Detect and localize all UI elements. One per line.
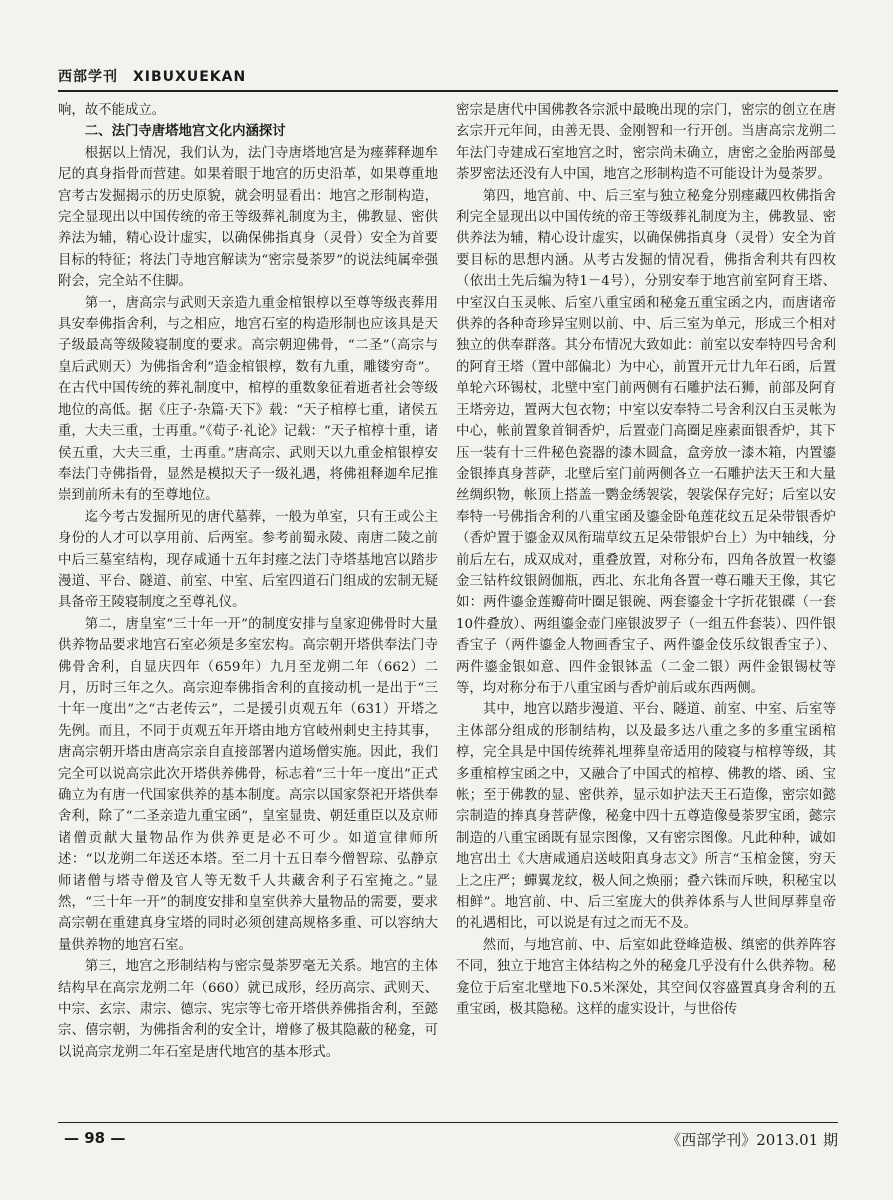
section-heading: 二、法门寺唐塔地宫文化内涵探讨 xyxy=(84,123,286,140)
paragraph: 第三，地宫之形制结构与密宗曼荼罗毫无关系。地宫的主体结构早在高宗龙朔二年（660）就已成形，经历高宗、武则天、中宗、玄宗、肃宗、德宗、宪宗等七帝开塔供养佛指舍利，至懿宗、僖宗朝，为佛指舍利的安全计，增修了极其隐蔽的秘龛，可以说高宗龙朔二年石室是唐代地宫的基本形式。 xyxy=(58,959,438,1060)
page-number: — 98 — xyxy=(64,1129,126,1147)
article-body xyxy=(58,100,838,1120)
paragraph: 然而，与地宫前、中、后室如此登峰造极、缜密的供养阵容不同，独立于地宫主体结构之外的秘龛几乎没有什么供养物。秘龛位于后室北壁地下0.5米深处，其空间仅容盛置真身舍利的五重宝函，极其隐秘。这样的虚实设计，与世俗传 xyxy=(456,937,836,1018)
paragraph-continued: 密宗是唐代中国佛教各宗派中最晚出现的宗门，密宗的创立在唐玄宗开元年间，由善无畏、金刚智和一行开创。当唐高宗龙朔二年法门寺建成石室地宫之时，密宗尚未确立，唐密之金胎两部曼荼罗密法还没有人中国，地宫之形制构造不可能设计为曼荼罗。 xyxy=(456,103,836,183)
paragraph: 迄今考古发掘所见的唐代墓葬，一般为单室，只有王或公主身份的人才可以享用前、后两室。参考前蜀永陵、南唐二陵之前中后三墓室结构，现存咸通十五年封瘗之法门寺塔基地宫以踏步漫道、平台、隧道、前室、中室、后室四道石门组成的宏制无疑具备帝王陵寝制度之至尊礼仪。 xyxy=(58,509,438,611)
paragraph: 第一，唐高宗与武则天亲造九重金棺银椁以至尊等级丧葬用具安奉佛指舍利，与之相应，地宫石室的构造形制也应该具是天子级最高等级陵寝制度的要求。高宗朝迎佛骨，“二圣”（高宗与皇后武则天）为佛指舍利“造金棺银椁，数有九重，雕镂穷奇”。在古代中国传统的葬礼制度中，棺椁的重数象征着逝者社会等级地位的高低。据《庄子·杂篇·天下》载：“天子棺椁七重，诸侯五重，大夫三重，士再重。”《荀子·礼论》记载：“天子棺椁十重，诸侯五重，大夫三重，士再重。”唐高宗、武则天以九重金棺银椁安奉法门寺佛指骨，显然是模拟天子一级礼遇，将佛祖释迦牟尼推崇到前所未有的至尊地位。 xyxy=(58,295,438,504)
page-footer xyxy=(58,1122,838,1153)
paragraph-continued: 响，故不能成立。 xyxy=(58,103,166,118)
issue-label: 《西部学刊》2013.01 期 xyxy=(666,1131,838,1149)
running-header xyxy=(58,64,838,92)
left-column xyxy=(58,100,438,1120)
paragraph: 第四，地宫前、中、后三室与独立秘龛分别瘗藏四枚佛指舍利完全显现出以中国传统的帝王等级葬礼制度为主，佛教显、密供养法为辅，精心设计虚实，以确保佛指真身（灵骨）安全为首要目标的思想内涵。从考古发掘的情况看，佛指舍利共有四枚（依出土先后编为特1－4号），分别安奉于地宫前室阿育王塔、中室汉白玉灵帐、后室八重宝函和秘龛五重宝函之内，而唐诸帝供养的各种奇珍异宝则以前、中、后三室为单元，形成三个相对独立的供奉群落。其分布情况大致如此：前室以安奉特四号舍利的阿育王塔（置中部偏北）为中心，前置开元廿九年石函，后置单轮六环锡杖，北壁中室门前两侧有石雕护法石狮，前部及阿育王塔旁边，置两大包衣物；中室以安奉特二号舍利汉白玉灵帐为中心，帐前置象首铜香炉，后置壶门高圈足座素面银香炉，其下压一装有十三件秘色瓷器的漆木圆盒，盒旁放一漆木箱，内置鎏金银捧真身菩萨，北壁后室门前两侧各立一石雕护法天王和大量丝绸织物，帐顶上搭盖一鹦金绣袈裟，袈裟保存完好；后室以安奉特一号佛指舍利的八重宝函及鎏金卧龟莲花纹五足朵带银香炉（香炉置于鎏金双凤衔瑞草纹五足朵带银炉台上）为中轴线，分前后左右，成双成对，重叠放置，对称分布，四角各放置一枚鎏金三钴杵纹银阏伽瓶，西北、东北角各置一尊石雕天王像，其它如：两件鎏金莲瓣荷叶圈足银碗、两套鎏金十字折花银碟（一套10件叠放）、两组鎏金壶门座银波罗子（一组五件套装）、四件银香宝子（两件鎏金人物画香宝子、两件鎏金伎乐纹银香宝子）、两件鎏金银如意、四件金银钵盂（二金二银）两件金银锡杖等等，均对称分布于八重宝函与香炉前后或东西两侧。 xyxy=(456,188,836,696)
paragraph: 其中，地宫以踏步漫道、平台、隧道、前室、中室、后室等主体部分组成的形制结构，以及最多达八重之多的多重宝函棺椁，完全具是中国传统葬礼埋葬皇帝适用的陵寝与棺椁等级，其多重棺椁宝函之中，又融合了中国式的棺椁、佛教的塔、函、宝帐；至于佛教的显、密供养，显示如护法天王石造像，密宗如懿宗制造的捧真身菩萨像，秘龛中四十五尊造像曼荼罗宝函，懿宗制造的八重宝函既有显宗图像，又有密宗图像。凡此种种，诚如地宫出土《大唐咸通启送岐阳真身志文》所言“玉棺金箧，穷天上之庄严；蟬翼龙纹，极人间之焕丽；叠六铢而斥映，积秘宝以相鲜”。地宫前、中、后三室庞大的供养体系与人世间厚葬皇帝的礼遇相比，可以说是有过之而无不及。 xyxy=(456,702,836,932)
paragraph: 第二，唐皇室“三十年一开”的制度安排与皇家迎佛骨时大量供养物品要求地宫石室必须是多室宏构。高宗朝开塔供奉法门寺佛骨舍利，自显庆四年（659年）九月至龙朔二年（662）二月，历时三年之久。高宗迎奉佛指舍利的直接动机一是出于“三十年一度出”之“古老传云”，二是援引贞观五年（631）开塔之先例。而且，不同于贞观五年开塔由地方官岐州刺史主持其事，唐高宗朝开塔由唐高宗亲自直接部署内道场僧实施。因此，我们完全可以说高宗此次开塔供养佛骨，标志着“三十年一度出”正式确立为有唐一代国家供养的基本制度。高宗以国家祭祀开塔供奉舍利，除了“二圣亲造九重宝函”，皇室显贵、朝廷重臣以及京师诸僧贡献大量物品作为供养更是必不可少。如道宣律师所述：“以龙朔二年送还本塔。至二月十五日奉今僧智琮、弘静京师诸僧与塔寺僧及官人等无数千人共藏舍利子石室掩之。”显然，“三十年一开”的制度安排和皇室供养大量物品的需要，要求高宗朝在重建真身宝塔的同时必须创建高规格多重、可以容纳大量供养物的地宫石室。 xyxy=(58,616,438,953)
right-column xyxy=(456,100,836,1120)
paragraph: 根据以上情况，我们认为，法门寺唐塔地宫是为瘗葬释迦牟尼的真身指骨而营建。如果着眼于地宫的历史沿革，如果尊重地宫考古发掘揭示的历史原貌，就会明显看出：地宫之形制构造，完全显现出以中国传统的帝王等级葬礼制度为主，佛教显、密供养法为辅，精心设计虚实，以确保佛指真身（灵骨）安全为首要目标的特征；将法门寺地宫解读为“密宗曼荼罗”的说法纯属牵强附会，完全站不住脚。 xyxy=(58,145,438,290)
journal-title: 西部学刊 XIBUXUEKAN xyxy=(58,69,247,85)
